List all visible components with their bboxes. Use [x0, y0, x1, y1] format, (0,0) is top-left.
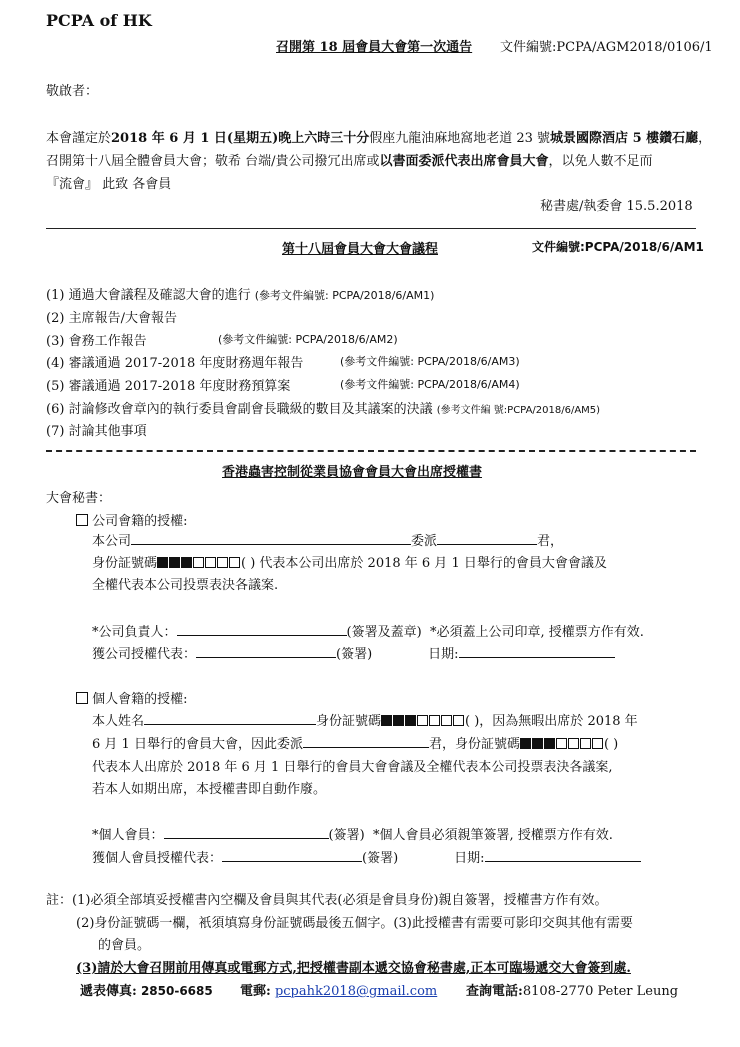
proxy-title: 香港蟲害控制從業員協會會員大會出席授權書 — [222, 465, 483, 480]
company-line-2: 身份証號碼 ( ) 代表本公司出席於 2018 年 6 月 1 日舉行的會員大會會議及 — [92, 556, 607, 571]
company-checkbox[interactable] — [76, 514, 88, 526]
company-date-field[interactable] — [459, 645, 615, 658]
agenda-item-ref: (參考文件編號: PCPA/2018/6/AM4) — [340, 378, 520, 391]
company-signatory-field[interactable] — [177, 623, 347, 636]
id-number-boxes[interactable] — [157, 556, 241, 571]
agenda-item-ref: (參考文件編號: PCPA/2018/6/AM3) — [340, 355, 520, 368]
personal-line-2: 6 月 1 日舉行的會員大會，因此委派 君，身份証號碼 ( ) — [92, 737, 619, 752]
note-1: 註：(1)必須全部填妥授權書內空欄及會員與其代表(必須是會員身份)親自簽署，授權書方作有效。 — [46, 893, 608, 908]
id-number-boxes[interactable] — [381, 714, 465, 729]
agenda-item: (6) 討論修改會章內的執行委員會副會長職級的數目及其議案的決議 (參考文件編 號:PCPA/2018/6/AM5) — [46, 402, 601, 417]
org-name: PCPA of HK — [46, 11, 152, 30]
notice-line-1: 本會謹定於2018 年 6 月 1 日(星期五)晚上六時三十分假座九龍油麻地窩地老道 23 號城景國際酒店 5 樓鑽石廳， — [46, 131, 712, 146]
agenda-item: (7) 討論其他事項 — [46, 424, 147, 439]
personal-date-field[interactable] — [485, 849, 641, 862]
divider — [46, 450, 696, 452]
notice-ref: 文件編號:PCPA/AGM2018/0106/1 — [500, 40, 713, 55]
personal-line-3: 代表本人出席於 2018 年 6 月 1 日舉行的會員大會會議及全權代表本公司投票表決各議案, — [92, 760, 613, 775]
personal-delegate-field[interactable] — [303, 735, 429, 748]
salutation: 敬啟者： — [46, 84, 99, 99]
personal-signatory-line: *個人會員： (簽署) *個人會員必須親筆簽署, 授權票方作有效. — [92, 828, 613, 843]
personal-rep-signature-field[interactable] — [222, 849, 362, 862]
personal-signatory-field[interactable] — [164, 826, 329, 839]
personal-checkbox[interactable] — [76, 692, 88, 704]
personal-section-heading: 個人會籍的授權: — [76, 688, 188, 707]
notice-line-3: 『流會』 此致 各會員 — [46, 177, 172, 192]
personal-rep-line: 獲個人會員授權代表： (簽署) 日期: — [92, 847, 641, 866]
contact-email: 電郵: pcpahk2018@gmail.com — [240, 984, 438, 999]
divider — [46, 228, 696, 229]
notice-title: 召開第 18 屆會員大會第一次通告 — [276, 40, 473, 55]
note-3: (3)請於大會召開前用傳真或電郵方式,把授權書副本遞交協會秘書處,正本可臨場遞交大會簽到處. — [76, 961, 631, 976]
proxy-to: 大會秘書： — [46, 491, 112, 506]
delegate-name-field[interactable] — [437, 532, 537, 545]
agenda-item: (5) 審議通過 2017-2018 年度財務預算案 — [46, 379, 291, 394]
notice-line-2: 召開第十八屆全體會員大會；敬希 台端/貴公司撥冗出席或以書面委派代表出席會員大會，以免人數不足而 — [46, 154, 653, 169]
company-rep-line: 獲公司授權代表： (簽署) 日期: — [92, 643, 615, 662]
company-signatory-line: *公司負責人： (簽署及蓋章) *必須蓋上公司印章, 授權票方作有效. — [92, 625, 644, 640]
id-number-boxes[interactable] — [520, 737, 604, 752]
agenda-title: 第十八屆會員大會大會議程 — [282, 242, 439, 257]
agenda-item-ref: (參考文件編號: PCPA/2018/6/AM2) — [218, 333, 398, 346]
contact-fax: 遞表傳真: 2850-6685 — [80, 984, 213, 999]
note-2: (2)身份証號碼一欄，衹須填寫身份証號碼最後五個字。(3)此授權書有需要可影印交與其他有需要 — [76, 916, 633, 931]
company-line-3: 全權代表本公司投票表決各議案. — [92, 578, 279, 593]
company-name-field[interactable] — [131, 532, 411, 545]
company-rep-signature-field[interactable] — [196, 645, 336, 658]
member-name-field[interactable] — [144, 712, 316, 725]
note-2-cont: 的會員。 — [98, 938, 151, 953]
agenda-item: (2) 主席報告/大會報告 — [46, 311, 177, 326]
notice-signoff: 秘書處/執委會 15.5.2018 — [540, 199, 693, 214]
personal-line-4: 若本人如期出席，本授權書即自動作廢。 — [92, 782, 327, 797]
agenda-item: (1) 通過大會議程及確認大會的進行 (參考文件編號: PCPA/2018/6/AM1) — [46, 288, 435, 303]
company-section-heading: 公司會籍的授權: — [76, 510, 188, 529]
email-link[interactable]: pcpahk2018@gmail.com — [274, 984, 438, 999]
personal-line-1: 本人姓名 身份証號碼 ( )，因為無暇出席於 2018 年 — [92, 714, 638, 729]
agenda-ref: 文件編號:PCPA/2018/6/AM1 — [532, 240, 704, 254]
agenda-item: (4) 審議通過 2017-2018 年度財務週年報告 — [46, 356, 304, 371]
company-line-1: 本公司 委派 君， — [92, 534, 564, 549]
agenda-item: (3) 會務工作報告 — [46, 334, 147, 349]
contact-phone: 查詢電話:8108-2770 Peter Leung — [466, 984, 679, 999]
